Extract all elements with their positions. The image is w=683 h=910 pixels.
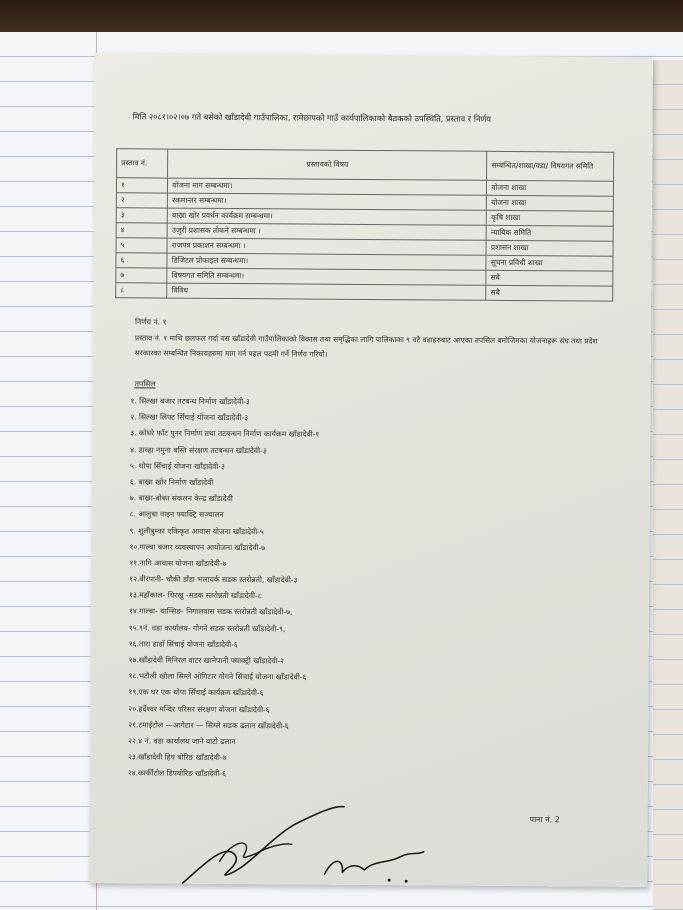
list-item: १९.एक घर एक थोपा सिँचाई कार्यक्रम खाँडादेवी-६ bbox=[128, 687, 264, 698]
meeting-minutes-page bbox=[89, 53, 653, 887]
list-item: २. सिल्खा लिफ्ट सिँचाई योजना खाँडादेवी-३ bbox=[130, 412, 249, 423]
row-no: ६ bbox=[116, 253, 167, 268]
row-subject: उजुरी प्रशासक तोकने सम्बन्धमा । bbox=[167, 223, 486, 240]
list-item: १८.भटौली खोला सिम्ले ओगिटार गोगने सिंचाई योजना खाँडादेवी-६ bbox=[128, 671, 307, 682]
list-item: ७. बाख्रा-बोका संकलन केन्द्र खाँडादेवी bbox=[129, 493, 233, 504]
header-proposal-subject: प्रस्तावको विषय bbox=[168, 149, 487, 180]
list-item: ५. थोपा सिँचाई योजना खाँडादेवी-३ bbox=[129, 461, 225, 471]
row-dept: सबै bbox=[486, 270, 613, 286]
list-item: ११.नागि आवास योजना खाँडादेवी-७ bbox=[129, 558, 227, 568]
row-dept: न्यायिक समिति bbox=[486, 225, 613, 241]
list-item: २१.टमाईटोल —आगेटार — सिम्ले सडक ढलान खाँडादेवी-६ bbox=[128, 720, 289, 731]
list-item: १२.बीरपानी- चौकी डाँडा भलायर्क सडक स्तरोन्नती, खाँडादेवी-३ bbox=[129, 574, 298, 585]
row-dept: प्रशासन शाखा bbox=[486, 240, 613, 256]
row-subject: विविध bbox=[167, 283, 486, 300]
list-item: ४. डाब्हा नमुना बस्ति संरक्षण तटबन्धन खाँडादेवी-३ bbox=[130, 444, 267, 455]
list-item: २०.हर्देश्वर मन्दिर परिसर संरक्षण योजना खाँडादेवी-६ bbox=[128, 703, 270, 714]
row-dept: योजना शाखा bbox=[487, 195, 614, 211]
row-no: ८ bbox=[116, 283, 167, 298]
list-item: २२.४ नं. वडा कार्यालय जाने बाटो ढलान bbox=[128, 736, 236, 746]
row-subject: योजना माग सम्बन्धमा। bbox=[168, 178, 487, 195]
list-item: ९. शुलीबुम्का एकिकृत आवास योजना खाँडादेवी-५ bbox=[129, 525, 264, 536]
list-item: १४.गाल्बा- थान्सिङ- निगालवास सडक स्तरोन्नती खाँडादेवी-७, bbox=[128, 606, 293, 617]
list-item: ३. कोघरे फाँट पुनर निर्माण तथा तटबन्धन निर्माण कार्यक्रम खाँडादेवी-१ bbox=[130, 428, 320, 440]
list-item: १६.तारा डाडाँ सिंचाई योजना खाँडादेवी-६ bbox=[128, 639, 238, 649]
agenda-header-row bbox=[117, 149, 614, 181]
row-subject: रकमान्तर सम्बन्धमा। bbox=[168, 193, 487, 210]
list-item: १७.खाँडादेवी मिनिरल वाटर खानेपानी फ्याक्ट्री खाँडादेवी-२ bbox=[128, 655, 284, 666]
list-item: २३.खाँडादेवी हिप बोरिङ खाँडादेवी-७ bbox=[127, 752, 227, 763]
meeting-title: मिति २०८१।०२।०७ गते बसेको खाँडादेवी गाउँपालिका, रामेछापको गाउँ कार्यपालिकाको बैठकको उपस्थिति, प्रस्ताव र निर्णय bbox=[132, 111, 492, 124]
list-item: १५.९नं. वडा कार्यालय- गोगने सडक स्तरोन्नती खाँडादेवी-९, bbox=[128, 622, 286, 634]
row-no: ४ bbox=[116, 223, 167, 238]
row-no: १ bbox=[116, 178, 167, 193]
row-dept: सूचना प्रविधी शाखा bbox=[486, 255, 613, 271]
row-dept: सबै bbox=[486, 285, 613, 301]
decision-title: निर्णय नं. १ bbox=[134, 317, 167, 327]
header-proposal-no: प्रस्ताव नं. bbox=[117, 149, 168, 178]
row-subject: विषयगत समिति सम्बन्धमा। bbox=[167, 268, 486, 285]
row-no: २ bbox=[116, 193, 167, 208]
list-item: १. सिल्खा बजार तटबन्ध निर्माण खाँडादेवी-३ bbox=[130, 396, 250, 407]
header-related-branch: सम्बन्धित/शाखा/वडा/ विषयगत समिति bbox=[487, 151, 614, 181]
project-list bbox=[128, 393, 320, 783]
list-item: ८. आलुचा वाइन फ्याक्ट्रि सञ्चालन bbox=[129, 509, 224, 520]
notebook-edge bbox=[653, 60, 683, 910]
row-no: ३ bbox=[116, 208, 167, 223]
table-row bbox=[116, 283, 613, 301]
handwritten-signatures bbox=[174, 784, 435, 896]
list-item: १०.गाल्बा बजार व्यवस्थापन आयोजना खाँडादेवी-७ bbox=[129, 542, 266, 552]
agenda-table bbox=[115, 148, 614, 301]
row-no: ५ bbox=[116, 238, 167, 253]
list-item: १३.महाँकाल- चिरखु -सडक स्तरोन्नती खाँडादेवी-८ bbox=[129, 590, 262, 601]
decision-body: प्रस्ताव नं. १ माथि छलफल गर्दा यस खाँडादेवी गाउँपालिकाको विकास तथा समृद्धिका लागि पालिकाका ९ वटै वडाहरुबाट आएका तपसिल बमोजिमका योजनाहरू संघ तथा प्रदेश सरकारका सम्बन्धित निकायहरुमा माग गर्न पहल पदमी गर्ने निर्णय गरियो। bbox=[134, 333, 598, 359]
page-number: पाना नं. 2 bbox=[529, 815, 560, 825]
row-subject: बाख्रा खोर प्रवर्धन कार्यक्रम सम्बन्धमा। bbox=[167, 208, 486, 225]
row-dept: योजना शाखा bbox=[487, 180, 614, 196]
project-list-heading: तपसिल bbox=[134, 379, 156, 389]
list-item: २४.कार्कीटोल डिपबोरिङ खाँडादेवी-६ bbox=[127, 768, 227, 779]
row-subject: डिजिटल प्रोफाइल सम्बन्धमा। bbox=[167, 253, 486, 270]
row-dept: कृषि शाखा bbox=[487, 210, 614, 226]
row-subject: राजपत्र प्रकाशन सम्बन्धमा । bbox=[167, 238, 486, 255]
list-item: ६. बाख्रा खोर निर्माण खाँडादेवी bbox=[129, 477, 214, 487]
row-no: ७ bbox=[116, 268, 167, 283]
